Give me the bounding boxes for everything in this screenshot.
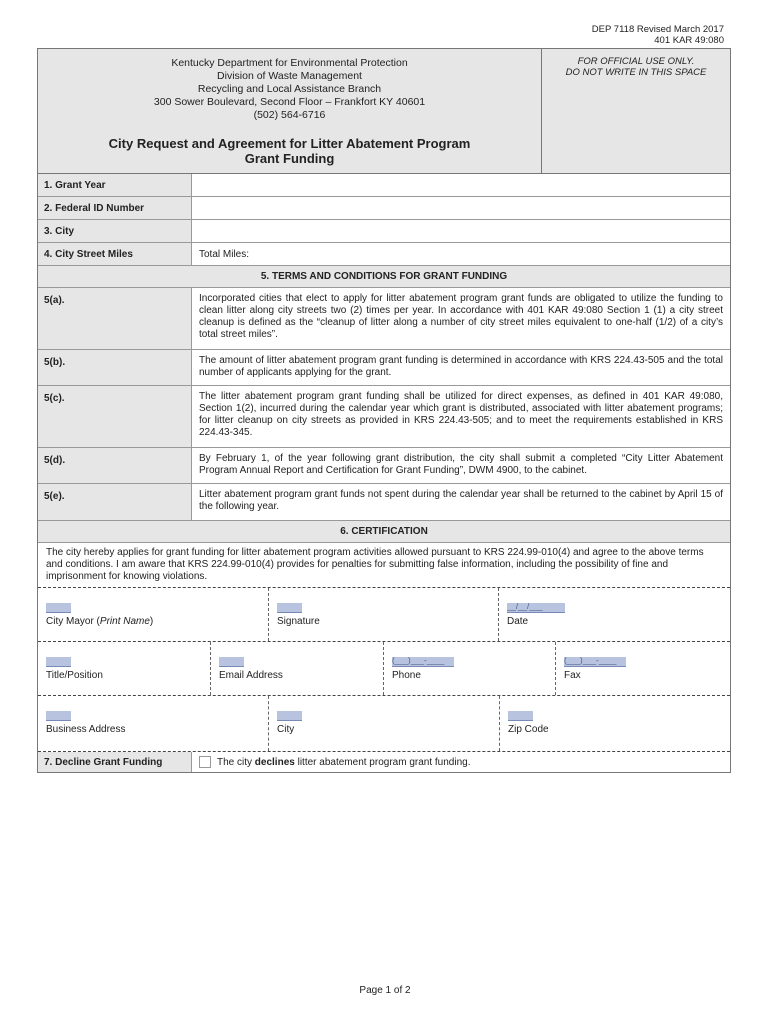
date-field[interactable]: __/__/___ <box>507 603 565 613</box>
term-label: 5(c). <box>38 386 192 447</box>
city-input[interactable] <box>192 220 730 242</box>
form-revision: DEP 7118 Revised March 2017 <box>591 24 724 35</box>
form-heading <box>38 49 730 174</box>
title-position-cell <box>38 642 210 695</box>
business-address-cell <box>38 696 268 751</box>
zip-field[interactable] <box>508 711 533 721</box>
agency-block <box>38 49 542 173</box>
federal-id-label: 2. Federal ID Number <box>38 197 192 219</box>
mayor-name-cell <box>38 588 268 641</box>
term-row <box>38 484 730 521</box>
label-italic-text: Print Name <box>99 616 150 627</box>
contact-row <box>38 642 730 696</box>
decline-text-bold: declines <box>254 756 295 768</box>
phone-cell <box>383 642 556 695</box>
certification-section-heading: 6. CERTIFICATION <box>38 521 730 543</box>
title-line: Grant Funding <box>244 151 335 166</box>
agency-line: Recycling and Local Assistance Branch <box>197 83 382 95</box>
term-text: The litter abatement program grant funding shall be utilized for direct expenses, as defined in 401 KAR 49:080, Section 1(2), incurred during the calendar year which grant is distributed, associated with litter abatement programs; for litter cleanup on city streets as provided in KRS 224.43-505; and to meet the requirements established in KRS 224.43-345. <box>199 391 723 438</box>
official-use-line: FOR OFFICIAL USE ONLY. <box>577 56 695 67</box>
date-label: Date <box>507 616 529 627</box>
mayor-name-field[interactable] <box>46 603 71 613</box>
address-row <box>38 696 730 752</box>
term-row <box>38 350 730 386</box>
phone-field[interactable]: (___)___-____ <box>392 657 454 667</box>
business-address-label: Business Address <box>46 724 126 735</box>
form-number-header <box>592 24 724 46</box>
form-regulation: 401 KAR 49:080 <box>654 35 724 46</box>
term-text: The amount of litter abatement program grant funding is determined in accordance with KRS 224.43-505 and the total number of applicants applying for the grant. <box>199 355 723 378</box>
city-row <box>38 220 730 243</box>
signature-field[interactable] <box>277 603 302 613</box>
email-cell <box>210 642 384 695</box>
term-label: 5(a). <box>38 288 192 349</box>
agency-line: Kentucky Department for Environmental Protection <box>171 57 408 69</box>
label-text: ) <box>149 616 154 627</box>
term-row <box>38 448 730 484</box>
address-city-cell <box>268 696 500 751</box>
term-label: 5(d). <box>38 448 192 483</box>
address-city-field[interactable] <box>277 711 302 721</box>
email-field[interactable] <box>219 657 244 667</box>
date-cell <box>498 588 731 641</box>
grant-form <box>37 48 731 773</box>
term-text: Incorporated cities that elect to apply for litter abatement program grant funds are obligated to utilize the funding to clean litter along city streets two (2) times per year. In accordance with 401 KAR 49:080 Section 1 (1) a city street cleanup is defined as the “cleanup of litter along a number of city street miles equivalent to one-half (1/2) of a city’s total street miles”. <box>199 293 723 340</box>
street-miles-row <box>38 243 730 266</box>
grant-year-label: 1. Grant Year <box>38 174 192 196</box>
business-address-field[interactable] <box>46 711 71 721</box>
city-label: 3. City <box>38 220 192 242</box>
term-row <box>38 386 730 448</box>
decline-option <box>192 752 730 772</box>
mayor-name-label <box>46 616 153 627</box>
agency-phone: (502) 564-6716 <box>253 109 326 121</box>
address-city-label: City <box>277 724 295 735</box>
total-miles-input[interactable]: Total Miles: <box>192 243 730 265</box>
decline-label: 7. Decline Grant Funding <box>38 752 192 772</box>
decline-text-part: litter abatement program grant funding. <box>294 756 471 768</box>
phone-label: Phone <box>392 670 421 681</box>
certification-text: The city hereby applies for grant funding for litter abatement program activities allowed pursuant to KRS 224.99-010(4) and agree to the above terms and conditions. I am aware that KRS 224.99-010(4) provides for penalties for submitting false information, including the possibility of fine and imprisonment for knowing violations. <box>38 543 730 588</box>
agency-address <box>38 57 541 122</box>
decline-row <box>38 752 730 772</box>
title-position-field[interactable] <box>46 657 71 667</box>
grant-year-row <box>38 174 730 197</box>
decline-text-part: The city <box>217 756 255 768</box>
signature-cell <box>268 588 499 641</box>
term-label: 5(b). <box>38 350 192 385</box>
term-text: By February 1, of the year following grant distribution, the city shall submit a completed “City Litter Abatement Program Annual Report and Certification for Grant Funding”, DWM 4900, to the cabinet. <box>199 453 723 476</box>
term-label: 5(e). <box>38 484 192 520</box>
label-text: City Mayor ( <box>46 616 100 627</box>
federal-id-row <box>38 197 730 220</box>
title-position-label: Title/Position <box>46 670 103 681</box>
grant-year-input[interactable] <box>192 174 730 196</box>
fax-field[interactable]: (___)___-____ <box>564 657 626 667</box>
signature-row <box>38 588 730 642</box>
decline-text <box>217 757 470 768</box>
page-number: Page 1 of 2 <box>359 985 411 996</box>
zip-cell <box>499 696 731 751</box>
signature-label: Signature <box>277 616 320 627</box>
agency-line: 300 Sower Boulevard, Second Floor – Frankfort KY 40601 <box>153 96 426 108</box>
term-text: Litter abatement program grant funds not spent during the calendar year shall be returned to the cabinet by April 15 of the following year. <box>199 489 723 512</box>
email-label: Email Address <box>219 670 283 681</box>
title-line: City Request and Agreement for Litter Abatement Program <box>108 136 471 151</box>
zip-label: Zip Code <box>508 724 549 735</box>
fax-label: Fax <box>564 670 581 681</box>
official-use-box <box>542 49 730 173</box>
federal-id-input[interactable] <box>192 197 730 219</box>
term-row <box>38 288 730 350</box>
terms-section-heading: 5. TERMS AND CONDITIONS FOR GRANT FUNDING <box>38 266 730 288</box>
form-title <box>38 136 541 166</box>
street-miles-label: 4. City Street Miles <box>38 243 192 265</box>
official-use-line: DO NOT WRITE IN THIS SPACE <box>565 67 707 78</box>
decline-checkbox[interactable] <box>199 756 211 768</box>
agency-line: Division of Waste Management <box>217 70 362 82</box>
fax-cell <box>555 642 731 695</box>
